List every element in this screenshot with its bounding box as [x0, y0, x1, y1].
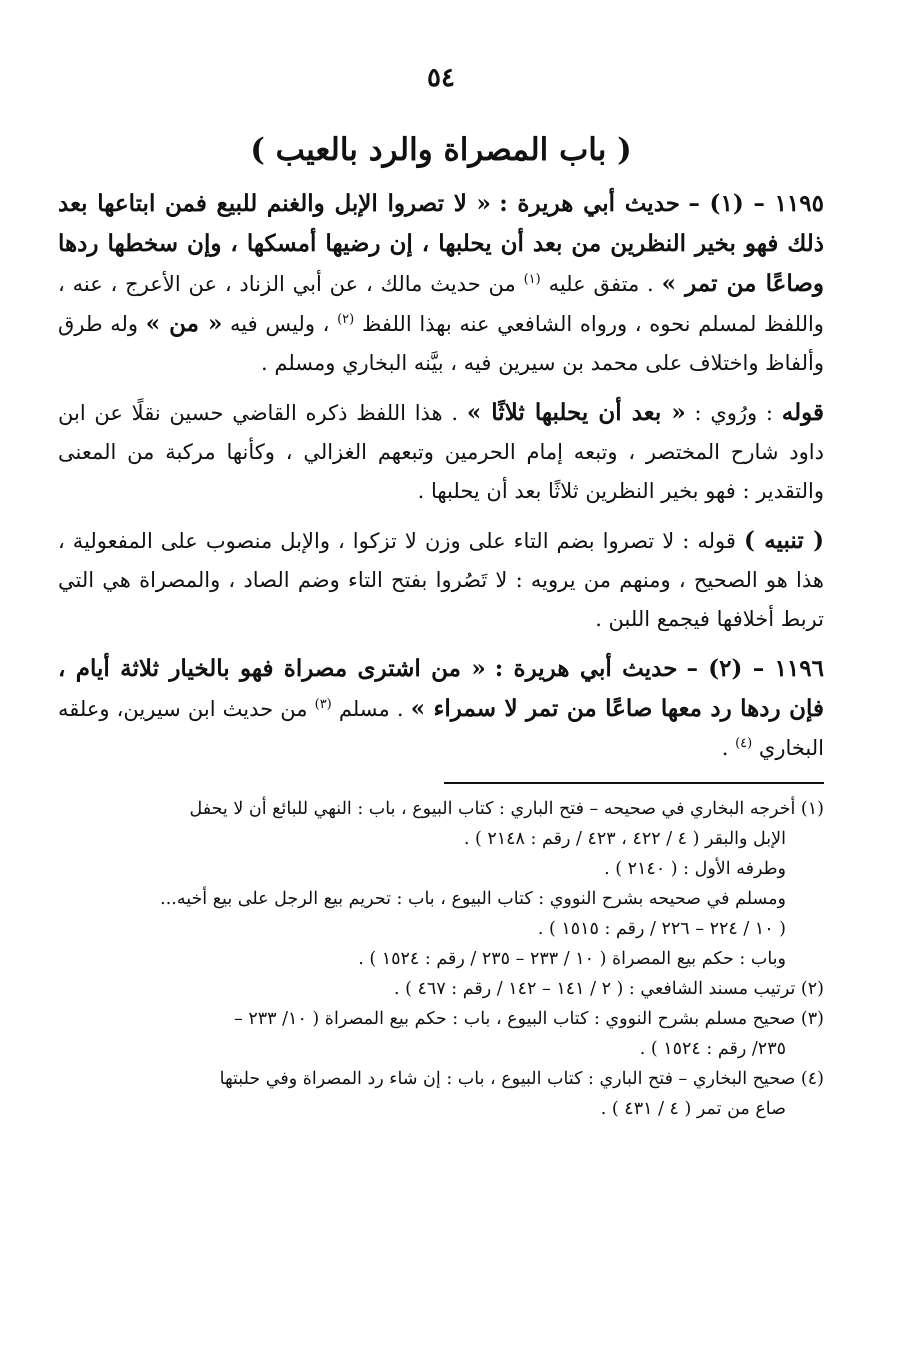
footnote-divider	[444, 782, 824, 784]
footnote-2	[58, 974, 824, 1004]
hadith-source: . مسلم	[338, 697, 404, 721]
commentary-lead: قوله	[781, 399, 824, 426]
hadith-min-word: « من »	[145, 310, 223, 337]
footnote-line: (٢) ترتيب مسند الشافعي : ( ٢ / ١٤١ – ١٤٢ / رقم : ٤٦٧ ) .	[394, 979, 824, 999]
note-text: قوله : لا تصروا بضم التاء على وزن لا تزكوا ، والإبل منصوب على المفعولية ، هذا هو الصحيح ، ومنهم من يرويه : لا تَصُروا بفتح التاء وضم الصاد ، والمصراة هي التي تربط أخلافها فيجمع اللبن .	[58, 529, 824, 631]
hadith-body: من حديث مالك ، عن أبي الزناد ، عن الأعرج ، عنه ، واللفظ لمسلم نحوه ، ورواه الشافعي عنه بهذا اللفظ	[58, 272, 824, 336]
hadith-number: ١١٩٦ – (٢) –	[686, 655, 824, 682]
commentary-quote: « بعد أن يحلبها ثلاثًا »	[466, 399, 686, 426]
hadith-1196	[58, 649, 824, 768]
footnote-ref-2: (٢)	[337, 312, 355, 327]
hadith-body-2: ، وليس فيه	[230, 312, 330, 336]
footnote-4	[58, 1064, 824, 1124]
footnotes	[58, 794, 824, 1124]
page-number: ٥٤	[427, 63, 455, 93]
footnote-line: (٤) صحيح البخاري – فتح الباري : كتاب البيوع ، باب : إن شاء رد المصراة وفي حلبتها	[219, 1069, 824, 1089]
hadith-end: .	[721, 736, 729, 760]
footnote-line: ( ١٠ / ٢٢٤ – ٢٢٦ / رقم : ١٥١٥ ) .	[537, 919, 786, 939]
footnote-3	[58, 1004, 824, 1064]
hadith-intro: حديث أبي هريرة :	[494, 655, 678, 682]
footnote-line: وباب : حكم بيع المصراة ( ١٠ / ٢٣٣ – ٢٣٥ / رقم : ١٥٢٤ ) .	[358, 949, 786, 969]
hadith-body-3: وله طرق وألفاظ واختلاف على محمد بن سيرين فيه ، بيَّنه البخاري ومسلم .	[58, 312, 824, 375]
hadith-body: من حديث ابن سيرين، وعلقه البخاري	[58, 697, 824, 760]
hadith-text: « لا تصروا الإبل والغنم للبيع فمن ابتاعها بعد ذلك فهو بخير النظرين من بعد أن يحلبها ، إن رضيها أمسكها ، وإن سخطها ردها وصاعًا من تمر »	[58, 190, 825, 297]
hadith-1195	[58, 184, 824, 383]
commentary-paragraph	[58, 393, 824, 511]
footnote-line: (٣) صحيح مسلم بشرح النووي : كتاب البيوع ، باب : حكم بيع المصراة ( ١٠/ ٢٣٣ –	[234, 1009, 824, 1029]
hadith-text: « من اشترى مصراة فهو بالخيار ثلاثة أيام ، فإن ردها رد معها صاعًا من تمر لا سمراء »	[58, 655, 824, 722]
footnote-ref-1: (١)	[523, 272, 541, 287]
footnote-line: (١) أخرجه البخاري في صحيحه – فتح الباري : كتاب البيوع ، باب : النهي للبائع أن لا يحفل	[189, 799, 824, 819]
hadith-source: . متفق عليه	[548, 272, 654, 296]
footnote-line: الإبل والبقر ( ٤ / ٤٢٢ ، ٤٢٣ / رقم : ٢١٤٨ ) .	[463, 829, 786, 849]
commentary-mid: : ورُوي :	[694, 401, 774, 425]
footnote-line: صاع من تمر ( ٤ / ٤٣١ ) .	[600, 1099, 786, 1119]
footnote-line: ٢٣٥/ رقم : ١٥٢٤ ) .	[639, 1039, 786, 1059]
commentary-text: . هذا اللفظ ذكره القاضي حسين نقلًا عن ابن داود شارح المختصر ، وتبعه إمام الحرمين وتبعهم الغزالي ، وكأنها مركبة من المعنى والتقدير : فهو بخير النظرين ثلاثًا بعد أن يحلبها .	[58, 401, 824, 503]
chapter-title: ( باب المصراة والرد بالعيب )	[250, 132, 632, 168]
footnote-line: وطرفه الأول : ( ٢١٤٠ ) .	[604, 859, 786, 879]
hadith-number: ١١٩٥ – (١) –	[688, 190, 824, 217]
hadith-intro: حديث أبي هريرة :	[499, 190, 681, 217]
footnote-line: ومسلم في صحيحه بشرح النووي : كتاب البيوع ، باب : تحريم بيع الرجل على بيع أخيه...	[160, 889, 786, 909]
footnote-ref-4: (٤)	[735, 736, 753, 751]
note-paragraph	[58, 521, 824, 639]
footnote-ref-3: (٣)	[314, 697, 332, 712]
note-lead: ( تنبيه )	[743, 527, 824, 554]
footnote-1	[58, 794, 824, 974]
